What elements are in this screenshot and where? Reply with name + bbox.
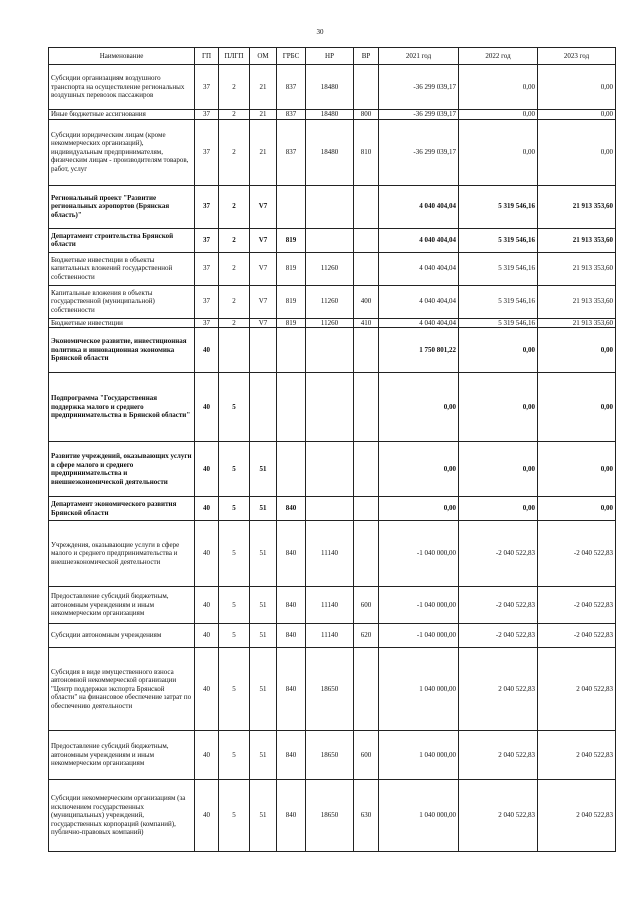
table-row <box>49 442 616 497</box>
row-amount-2022: 5 319 546,16 <box>459 228 538 252</box>
row-name: Подпрограмма "Государственная поддержка малого и среднего предпринимательства в Брянской области" <box>49 373 195 442</box>
row-nr <box>306 228 354 252</box>
row-grbs <box>277 373 306 442</box>
row-nr: 18650 <box>306 731 354 780</box>
row-vr: 810 <box>354 119 379 185</box>
row-vr: 600 <box>354 731 379 780</box>
row-gp: 40 <box>195 497 219 521</box>
row-plgp: 2 <box>219 185 250 228</box>
header-2022: 2022 год <box>459 48 538 65</box>
row-vr <box>354 65 379 110</box>
header-vr: ВР <box>354 48 379 65</box>
table-row <box>49 373 616 442</box>
row-name: Субсидии некоммерческим организациям (за исключением государственных (муниципальных) учреждений, государственных корпораций (компаний), публично-правовых компаний) <box>49 780 195 852</box>
row-om: 51 <box>250 648 277 731</box>
row-amount-2021: 4 040 404,04 <box>379 228 459 252</box>
row-om: 51 <box>250 442 277 497</box>
row-nr: 18650 <box>306 648 354 731</box>
row-nr: 18480 <box>306 65 354 110</box>
row-vr <box>354 521 379 587</box>
row-nr <box>306 328 354 373</box>
row-vr <box>354 648 379 731</box>
row-vr: 800 <box>354 110 379 120</box>
row-gp: 37 <box>195 228 219 252</box>
row-plgp: 5 <box>219 731 250 780</box>
header-gp: ГП <box>195 48 219 65</box>
row-om: 51 <box>250 497 277 521</box>
row-grbs: 819 <box>277 228 306 252</box>
row-amount-2021: 0,00 <box>379 373 459 442</box>
row-vr <box>354 228 379 252</box>
row-grbs: 840 <box>277 780 306 852</box>
row-amount-2022: 2 040 522,83 <box>459 731 538 780</box>
row-amount-2021: 1 040 000,00 <box>379 780 459 852</box>
row-amount-2021: 4 040 404,04 <box>379 252 459 285</box>
row-om: 21 <box>250 110 277 120</box>
row-plgp: 5 <box>219 497 250 521</box>
row-vr: 600 <box>354 587 379 624</box>
table-row <box>49 780 616 852</box>
table-row <box>49 648 616 731</box>
row-gp: 40 <box>195 442 219 497</box>
table-row <box>49 119 616 185</box>
row-om: 51 <box>250 587 277 624</box>
row-name: Субсидии организациям воздушного транспорта на осуществление региональных воздушных перевозок пассажиров <box>49 65 195 110</box>
row-gp: 37 <box>195 318 219 328</box>
row-nr: 18480 <box>306 110 354 120</box>
table-body <box>49 65 616 852</box>
row-amount-2021: -1 040 000,00 <box>379 587 459 624</box>
table-row <box>49 497 616 521</box>
row-name: Предоставление субсидий бюджетным, автономным учреждениям и иным некоммерческим организациям <box>49 587 195 624</box>
row-amount-2021: -1 040 000,00 <box>379 521 459 587</box>
table-row <box>49 328 616 373</box>
row-plgp: 2 <box>219 119 250 185</box>
header-om: ОМ <box>250 48 277 65</box>
row-amount-2022: 0,00 <box>459 65 538 110</box>
row-nr <box>306 442 354 497</box>
row-nr: 11140 <box>306 624 354 648</box>
row-gp: 40 <box>195 648 219 731</box>
header-2023: 2023 год <box>538 48 616 65</box>
row-om: V7 <box>250 185 277 228</box>
row-plgp: 2 <box>219 228 250 252</box>
row-grbs: 840 <box>277 648 306 731</box>
row-name: Экономическое развитие, инвестиционная политика и инновационная экономика Брянской области <box>49 328 195 373</box>
row-amount-2022: 0,00 <box>459 373 538 442</box>
header-plgp: ПЛГП <box>219 48 250 65</box>
table-row <box>49 587 616 624</box>
row-nr: 11140 <box>306 521 354 587</box>
row-om: V7 <box>250 228 277 252</box>
row-om: 51 <box>250 780 277 852</box>
row-amount-2023: 0,00 <box>538 442 616 497</box>
row-om <box>250 328 277 373</box>
row-om: 51 <box>250 521 277 587</box>
row-plgp: 5 <box>219 780 250 852</box>
row-grbs: 840 <box>277 587 306 624</box>
row-nr: 11260 <box>306 318 354 328</box>
row-amount-2021: -36 299 039,17 <box>379 110 459 120</box>
header-grbs: ГРБС <box>277 48 306 65</box>
row-vr: 410 <box>354 318 379 328</box>
row-name: Региональный проект "Развитие региональных аэропортов (Брянская область)" <box>49 185 195 228</box>
row-gp: 37 <box>195 185 219 228</box>
row-gp: 40 <box>195 328 219 373</box>
row-amount-2021: -1 040 000,00 <box>379 624 459 648</box>
row-grbs <box>277 185 306 228</box>
table-row <box>49 285 616 318</box>
row-gp: 37 <box>195 110 219 120</box>
row-vr <box>354 252 379 285</box>
row-amount-2023: 21 913 353,60 <box>538 228 616 252</box>
row-amount-2022: -2 040 522,83 <box>459 624 538 648</box>
row-amount-2021: 0,00 <box>379 497 459 521</box>
row-amount-2022: -2 040 522,83 <box>459 521 538 587</box>
row-om <box>250 373 277 442</box>
row-amount-2021: 0,00 <box>379 442 459 497</box>
row-amount-2023: -2 040 522,83 <box>538 587 616 624</box>
row-vr <box>354 328 379 373</box>
row-plgp: 5 <box>219 373 250 442</box>
row-amount-2021: 1 040 000,00 <box>379 731 459 780</box>
row-plgp: 5 <box>219 442 250 497</box>
row-vr <box>354 497 379 521</box>
row-grbs: 819 <box>277 285 306 318</box>
row-gp: 40 <box>195 587 219 624</box>
row-plgp <box>219 328 250 373</box>
row-amount-2023: 0,00 <box>538 328 616 373</box>
row-gp: 40 <box>195 731 219 780</box>
row-grbs: 819 <box>277 318 306 328</box>
row-grbs: 837 <box>277 110 306 120</box>
row-amount-2022: 5 319 546,16 <box>459 252 538 285</box>
row-amount-2022: 5 319 546,16 <box>459 285 538 318</box>
row-om: 21 <box>250 65 277 110</box>
row-plgp: 2 <box>219 285 250 318</box>
table-row <box>49 228 616 252</box>
row-plgp: 2 <box>219 110 250 120</box>
row-amount-2023: 2 040 522,83 <box>538 648 616 731</box>
row-amount-2022: 0,00 <box>459 497 538 521</box>
row-amount-2021: 4 040 404,04 <box>379 185 459 228</box>
row-amount-2022: 2 040 522,83 <box>459 648 538 731</box>
header-nr: НР <box>306 48 354 65</box>
table-row <box>49 65 616 110</box>
row-name: Капитальные вложения в объекты государственной (муниципальной) собственности <box>49 285 195 318</box>
budget-table <box>48 47 616 852</box>
row-amount-2023: 21 913 353,60 <box>538 318 616 328</box>
row-nr <box>306 185 354 228</box>
row-gp: 37 <box>195 285 219 318</box>
row-grbs <box>277 328 306 373</box>
row-amount-2022: 0,00 <box>459 328 538 373</box>
row-amount-2023: 0,00 <box>538 119 616 185</box>
row-vr: 630 <box>354 780 379 852</box>
table-row <box>49 318 616 328</box>
table-row <box>49 624 616 648</box>
row-om: 21 <box>250 119 277 185</box>
row-om: V7 <box>250 285 277 318</box>
row-vr <box>354 373 379 442</box>
row-vr <box>354 442 379 497</box>
row-gp: 40 <box>195 373 219 442</box>
row-nr <box>306 497 354 521</box>
row-amount-2023: -2 040 522,83 <box>538 624 616 648</box>
row-name: Субсидия в виде имущественного взноса автономной некоммерческой организации "Центр поддержки экспорта Брянской области" на финансовое обеспечение затрат по обеспечению деятельности <box>49 648 195 731</box>
row-gp: 37 <box>195 119 219 185</box>
table-row <box>49 252 616 285</box>
row-amount-2023: 2 040 522,83 <box>538 780 616 852</box>
row-amount-2022: 0,00 <box>459 442 538 497</box>
table-header-row <box>49 48 616 65</box>
table-row <box>49 521 616 587</box>
row-gp: 37 <box>195 65 219 110</box>
row-nr: 11260 <box>306 252 354 285</box>
row-name: Департамент экономического развития Брянской области <box>49 497 195 521</box>
row-plgp: 2 <box>219 318 250 328</box>
row-grbs: 840 <box>277 497 306 521</box>
row-gp: 40 <box>195 521 219 587</box>
row-grbs <box>277 442 306 497</box>
row-name: Департамент строительства Брянской области <box>49 228 195 252</box>
row-gp: 40 <box>195 780 219 852</box>
row-plgp: 5 <box>219 587 250 624</box>
row-amount-2021: 1 750 801,22 <box>379 328 459 373</box>
row-amount-2022: 2 040 522,83 <box>459 780 538 852</box>
row-amount-2023: 0,00 <box>538 65 616 110</box>
row-amount-2022: -2 040 522,83 <box>459 587 538 624</box>
row-nr: 18480 <box>306 119 354 185</box>
row-grbs: 840 <box>277 731 306 780</box>
row-amount-2023: 21 913 353,60 <box>538 185 616 228</box>
row-plgp: 2 <box>219 65 250 110</box>
row-nr: 18650 <box>306 780 354 852</box>
row-gp: 37 <box>195 252 219 285</box>
row-name: Бюджетные инвестиции в объекты капитальных вложений государственной собственности <box>49 252 195 285</box>
row-om: 51 <box>250 731 277 780</box>
row-gp: 40 <box>195 624 219 648</box>
row-grbs: 837 <box>277 65 306 110</box>
header-2021: 2021 год <box>379 48 459 65</box>
row-amount-2022: 5 319 546,16 <box>459 185 538 228</box>
row-amount-2021: 4 040 404,04 <box>379 318 459 328</box>
row-name: Предоставление субсидий бюджетным, автономным учреждениям и иным некоммерческим организациям <box>49 731 195 780</box>
row-grbs: 840 <box>277 624 306 648</box>
page-number: 30 <box>316 28 324 36</box>
table-row <box>49 185 616 228</box>
row-amount-2022: 0,00 <box>459 119 538 185</box>
table-row <box>49 110 616 120</box>
row-amount-2022: 0,00 <box>459 110 538 120</box>
row-name: Субсидии автономным учреждениям <box>49 624 195 648</box>
row-grbs: 840 <box>277 521 306 587</box>
row-name: Учреждения, оказывающие услуги в сфере малого и среднего предпринимательства и внешнеэкономической деятельности <box>49 521 195 587</box>
row-nr <box>306 373 354 442</box>
row-amount-2021: 1 040 000,00 <box>379 648 459 731</box>
row-plgp: 5 <box>219 624 250 648</box>
row-plgp: 5 <box>219 521 250 587</box>
header-name: Наименование <box>49 48 195 65</box>
row-plgp: 5 <box>219 648 250 731</box>
row-vr: 400 <box>354 285 379 318</box>
row-nr: 11260 <box>306 285 354 318</box>
row-amount-2023: 21 913 353,60 <box>538 252 616 285</box>
row-amount-2023: 0,00 <box>538 110 616 120</box>
row-amount-2021: -36 299 039,17 <box>379 65 459 110</box>
row-amount-2022: 5 319 546,16 <box>459 318 538 328</box>
row-vr: 620 <box>354 624 379 648</box>
table-row <box>49 731 616 780</box>
row-name: Иные бюджетные ассигнования <box>49 110 195 120</box>
row-om: V7 <box>250 252 277 285</box>
row-vr <box>354 185 379 228</box>
row-name: Субсидии юридическим лицам (кроме некоммерческих организаций), индивидуальным предпринимателям, физическим лицам - производителям товаров, работ, услуг <box>49 119 195 185</box>
row-amount-2023: 0,00 <box>538 373 616 442</box>
row-nr: 11140 <box>306 587 354 624</box>
row-name: Бюджетные инвестиции <box>49 318 195 328</box>
row-amount-2023: 2 040 522,83 <box>538 731 616 780</box>
row-name: Развитие учреждений, оказывающих услуги в сфере малого и среднего предпринимательства и внешнеэкономической деятельности <box>49 442 195 497</box>
row-om: V7 <box>250 318 277 328</box>
row-plgp: 2 <box>219 252 250 285</box>
row-amount-2023: 0,00 <box>538 497 616 521</box>
row-amount-2021: 4 040 404,04 <box>379 285 459 318</box>
row-amount-2023: -2 040 522,83 <box>538 521 616 587</box>
row-om: 51 <box>250 624 277 648</box>
row-grbs: 819 <box>277 252 306 285</box>
row-grbs: 837 <box>277 119 306 185</box>
row-amount-2023: 21 913 353,60 <box>538 285 616 318</box>
row-amount-2021: -36 299 039,17 <box>379 119 459 185</box>
